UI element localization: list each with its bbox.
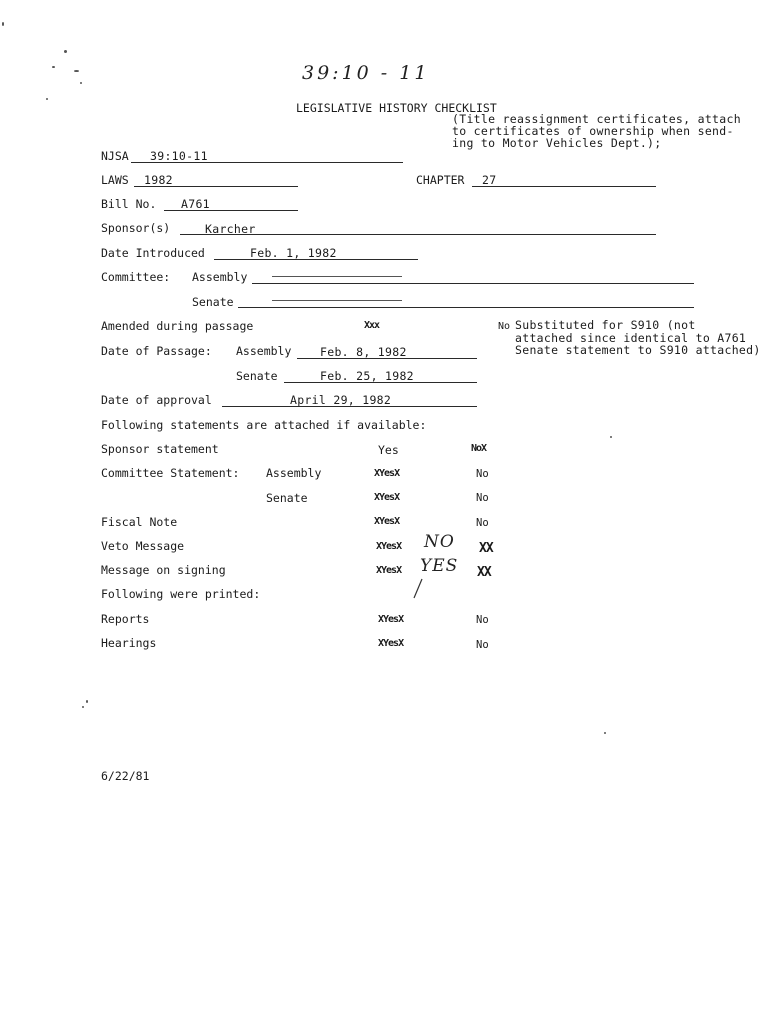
chapter-underline bbox=[472, 186, 656, 187]
committee-statement-senate-label: Senate bbox=[266, 491, 308, 505]
bill-value: A761 bbox=[181, 197, 210, 211]
laws-value: 1982 bbox=[144, 173, 173, 187]
substituted-line-1: Substituted for S910 (not bbox=[515, 318, 696, 332]
scan-speck bbox=[46, 98, 48, 100]
passage-assembly-value: Feb. 8, 1982 bbox=[320, 345, 407, 359]
date-passage-label: Date of Passage: bbox=[101, 344, 212, 358]
sponsor-label: Sponsor(s) bbox=[101, 221, 171, 235]
date-introduced-label: Date Introduced bbox=[101, 246, 205, 260]
sponsor-statement-no: NoX bbox=[471, 443, 487, 454]
hearings-yes: XYesX bbox=[378, 638, 404, 649]
fiscal-note-label: Fiscal Note bbox=[101, 515, 178, 529]
approval-underline bbox=[222, 406, 477, 407]
fiscal-note-yes: XYesX bbox=[374, 516, 400, 527]
amended-mark: Xxx bbox=[364, 320, 380, 331]
scan-speck bbox=[2, 22, 4, 26]
committee-assembly-underline bbox=[252, 283, 694, 284]
committee-senate-label: Senate bbox=[192, 295, 234, 309]
document-title: LEGISLATIVE HISTORY CHECKLIST bbox=[296, 101, 497, 115]
njsa-value: 39:10-11 bbox=[150, 149, 208, 163]
scan-speck bbox=[64, 50, 67, 53]
date-introduced-value: Feb. 1, 1982 bbox=[250, 246, 337, 260]
sponsor-statement-yes: Yes bbox=[378, 443, 399, 457]
passage-senate-label: Senate bbox=[236, 369, 278, 383]
chapter-value: 27 bbox=[482, 173, 497, 187]
njsa-underline bbox=[131, 162, 403, 163]
veto-message-label: Veto Message bbox=[101, 539, 185, 553]
signing-message-label: Message on signing bbox=[101, 563, 226, 577]
scan-speck bbox=[52, 66, 55, 68]
reports-no: No bbox=[476, 614, 489, 626]
njsa-label: NJSA bbox=[101, 149, 129, 163]
veto-message-yes: XYesX bbox=[376, 541, 402, 552]
committee-senate-underline bbox=[238, 307, 694, 308]
passage-senate-underline bbox=[284, 382, 477, 383]
passage-assembly-underline bbox=[297, 358, 477, 359]
substituted-line-2: attached since identical to A761 bbox=[515, 331, 747, 345]
laws-label: LAWS bbox=[101, 173, 129, 187]
sponsor-statement-label: Sponsor statement bbox=[101, 442, 219, 456]
fiscal-note-no: No bbox=[476, 517, 489, 529]
amended-label: Amended during passage bbox=[101, 319, 254, 333]
printed-heading: Following were printed: bbox=[101, 587, 261, 601]
committee-senate-no: No bbox=[476, 492, 489, 504]
veto-handwritten-answer: NO bbox=[424, 532, 455, 552]
laws-underline bbox=[134, 186, 298, 187]
reports-label: Reports bbox=[101, 612, 150, 626]
substituted-line-3: Senate statement to S910 attached) bbox=[515, 343, 761, 357]
chapter-label: CHAPTER bbox=[416, 173, 465, 187]
committee-statement-assembly-label: Assembly bbox=[266, 466, 322, 480]
substituted-no: No bbox=[498, 321, 511, 332]
date-introduced-underline bbox=[214, 259, 418, 260]
scan-speck bbox=[86, 700, 88, 703]
signing-message-yes: XYesX bbox=[376, 565, 402, 576]
note-line-2: to certificates of ownership when send- bbox=[452, 124, 734, 138]
passage-senate-value: Feb. 25, 1982 bbox=[320, 369, 414, 383]
sponsor-value: Karcher bbox=[205, 222, 256, 236]
handwritten-stroke bbox=[410, 578, 426, 600]
hearings-no: No bbox=[476, 639, 489, 651]
handwritten-statute-number: 39:10 - 11 bbox=[302, 62, 430, 84]
committee-senate-yes: XYesX bbox=[374, 492, 400, 503]
signing-message-no: XX bbox=[477, 565, 491, 580]
note-line-3: ing to Motor Vehicles Dept.); bbox=[452, 136, 662, 150]
note-line-1: (Title reassignment certificates, attach bbox=[452, 112, 741, 126]
scan-speck bbox=[610, 436, 612, 438]
scan-speck bbox=[82, 706, 84, 708]
committee-assembly-no: No bbox=[476, 468, 489, 480]
approval-label: Date of approval bbox=[101, 393, 212, 407]
bill-underline bbox=[164, 210, 298, 211]
passage-assembly-label: Assembly bbox=[236, 344, 292, 358]
scan-speck bbox=[604, 732, 606, 734]
committee-statement-label: Committee Statement: bbox=[101, 466, 240, 480]
statements-heading: Following statements are attached if available: bbox=[101, 418, 427, 432]
scan-speck bbox=[80, 82, 82, 84]
sponsor-underline bbox=[180, 234, 656, 235]
footer-date: 6/22/81 bbox=[101, 769, 150, 783]
reports-yes: XYesX bbox=[378, 614, 404, 625]
bill-label: Bill No. bbox=[101, 197, 157, 211]
hearings-label: Hearings bbox=[101, 636, 157, 650]
approval-value: April 29, 1982 bbox=[290, 393, 392, 407]
committee-assembly-strike bbox=[272, 276, 402, 277]
committee-label: Committee: bbox=[101, 270, 171, 284]
veto-message-no: XX bbox=[479, 541, 493, 556]
committee-senate-strike bbox=[272, 300, 402, 301]
committee-assembly-yes: XYesX bbox=[374, 468, 400, 479]
signing-handwritten-answer: YES bbox=[420, 556, 459, 576]
scan-speck bbox=[74, 70, 79, 72]
committee-assembly-label: Assembly bbox=[192, 270, 248, 284]
